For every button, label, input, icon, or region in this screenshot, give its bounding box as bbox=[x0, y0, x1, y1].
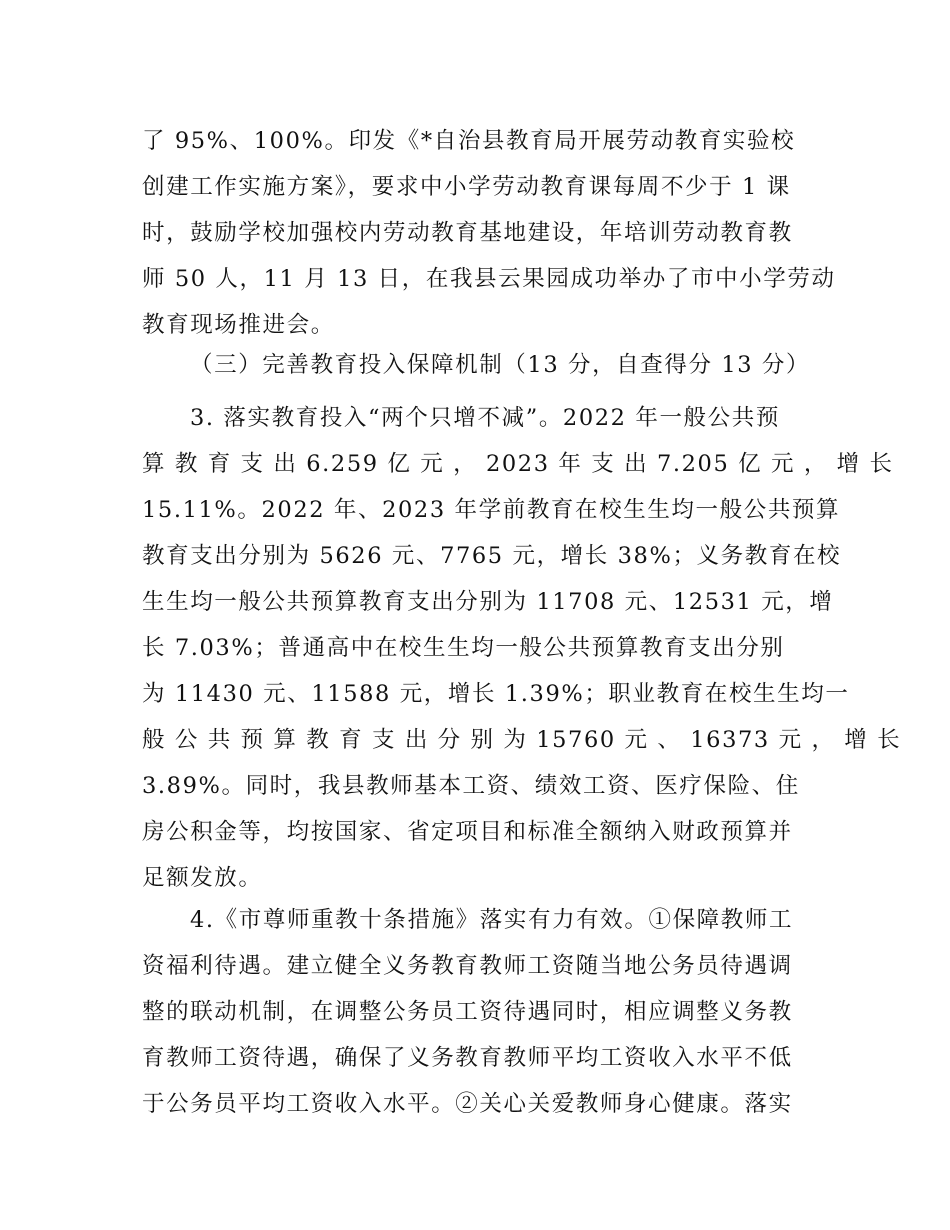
text-line: 般 公 共 预 算 教 育 支 出 分 别 为 15760 元 、 16373 元 ， 增 长 bbox=[142, 727, 902, 753]
text-line: 3. 落实教育投入“两个只增不减”。2022 年一般公共预 bbox=[190, 405, 780, 431]
text-line: 师 50 人，11 月 13 日，在我县云果园成功举办了市中小学劳动 bbox=[142, 266, 836, 292]
text-line: 足额发放。 bbox=[142, 865, 263, 891]
text-line: 于公务员平均工资收入水平。②关心关爱教师身心健康。落实 bbox=[142, 1091, 793, 1117]
text-line: 15.11%。2022 年、2023 年学前教育在校生生均一般公共预算 bbox=[142, 497, 841, 523]
text-line: 房公积金等，均按国家、省定项目和标准全额纳入财政预算并 bbox=[142, 819, 793, 845]
text-line: 资福利待遇。建立健全义务教育教师工资随当地公务员待遇调 bbox=[142, 953, 793, 979]
text-line: 算 教 育 支 出 6.259 亿 元 ， 2023 年 支 出 7.205 亿 元 ， 增 长 bbox=[142, 451, 894, 477]
text-line: 长 7.03%；普通高中在校生生均一般公共预算教育支出分别 bbox=[142, 635, 785, 661]
text-line: 育教师工资待遇，确保了义务教育教师平均工资收入水平不低 bbox=[142, 1045, 793, 1071]
text-line: 4.《市尊师重教十条措施》落实有力有效。①保障教师工 bbox=[190, 907, 794, 933]
text-line: 生生均一般公共预算教育支出分别为 11708 元、12531 元，增 bbox=[142, 589, 834, 615]
text-line: 时，鼓励学校加强校内劳动教育基地建设，年培训劳动教育教 bbox=[142, 220, 793, 246]
paragraph-education-investment bbox=[142, 395, 902, 901]
text-line: 教育现场推进会。 bbox=[142, 312, 335, 338]
section-heading: （三）完善教育投入保障机制（13 分，自查得分 13 分） bbox=[190, 352, 811, 378]
paragraph-teacher-measures bbox=[142, 897, 810, 1127]
text-line: 整的联动机制，在调整公务员工资待遇同时，相应调整义务教 bbox=[142, 999, 793, 1025]
text-line: 为 11430 元、11588 元，增长 1.39%；职业教育在校生生均一 bbox=[142, 681, 850, 707]
text-line: 3.89%。同时，我县教师基本工资、绩效工资、医疗保险、住 bbox=[142, 773, 800, 799]
text-line: 创建工作实施方案》，要求中小学劳动教育课每周不少于 1 课 bbox=[142, 174, 791, 200]
text-line: 了 95%、100%。印发《*自治县教育局开展劳动教育实验校 bbox=[142, 128, 796, 154]
paragraph-labor-education bbox=[142, 118, 836, 348]
text-line: 教育支出分别为 5626 元、7765 元，增长 38%；义务教育在校 bbox=[142, 543, 842, 569]
